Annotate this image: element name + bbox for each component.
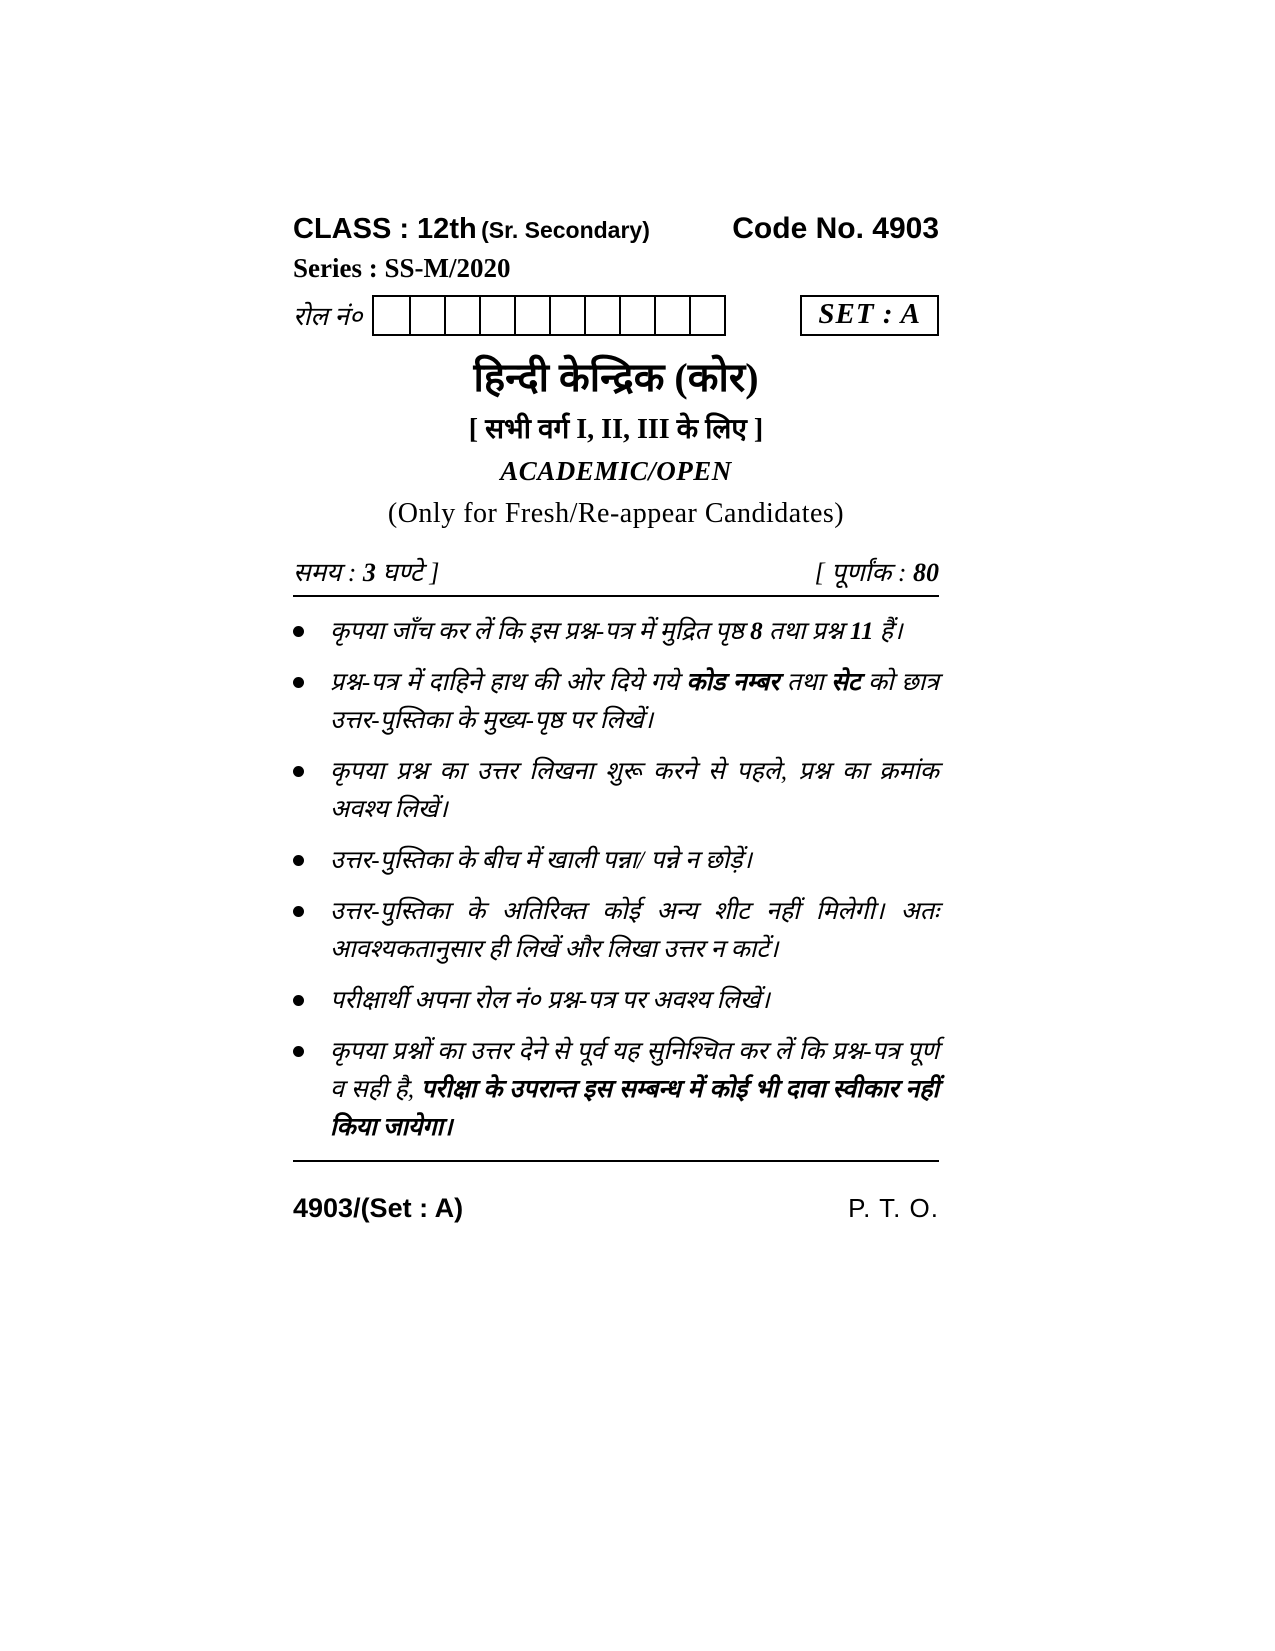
instruction-text [330, 982, 939, 1020]
instruction-item [293, 1033, 939, 1147]
roll-box-cell [374, 297, 409, 334]
bold-text-segment: 3 [362, 558, 376, 587]
instruction-item [293, 982, 939, 1020]
code-number: Code No. 4903 [732, 212, 939, 245]
text-segment: को छात्र उत्तर-पुस्तिका के मुख्य-पृष्ठ पर लिखें। [330, 669, 940, 734]
time-marks-row [293, 553, 939, 589]
instructions-list [293, 613, 939, 1147]
text-segment: हैं। [873, 618, 903, 645]
text-segment: परीक्षार्थी अपना रोल नं० प्रश्न-पत्र पर अवश्य लिखें। [330, 987, 770, 1014]
text-segment: घण्टे ] [375, 558, 440, 587]
bullet-dot [293, 766, 304, 777]
bold-text-segment: 80 [913, 558, 939, 587]
bullet-icon [293, 842, 330, 880]
text-segment: प्रश्न-पत्र में दाहिने हाथ की ओर दिये गये [330, 669, 687, 696]
roll-number-label: रोल नं० [293, 302, 363, 331]
candidates-note: (Only for Fresh/Re-appear Candidates) [387, 498, 845, 529]
bold-text-segment: 8 [750, 618, 763, 645]
roll-box-cell [549, 297, 584, 334]
instruction-item [293, 842, 939, 880]
header-divider [293, 595, 939, 597]
set-badge: SET : A [800, 295, 939, 336]
roll-number-boxes [372, 295, 726, 336]
instruction-text [330, 753, 939, 829]
instruction-item [293, 753, 939, 829]
roll-box-cell [584, 297, 619, 334]
time-allowed [293, 553, 440, 589]
bullet-dot [293, 626, 304, 637]
text-segment: उत्तर-पुस्तिका के अतिरिक्त कोई अन्य शीट नहीं मिलेगी। अतः आवश्यकतानुसार ही लिखें और लिखा उत्तर न काटें। [330, 898, 939, 963]
bullet-icon [293, 664, 330, 740]
text-segment: कृपया प्रश्न का उत्तर लिखना शुरू करने से पहले, प्रश्न का क्रमांक अवश्य लिखें। [330, 758, 939, 823]
text-segment: तथा [779, 669, 832, 696]
class-sublabel: (Sr. Secondary) [481, 217, 650, 243]
bullet-dot [293, 995, 304, 1006]
bold-text-segment: कोड नम्बर [686, 669, 780, 696]
bullet-icon [293, 1033, 330, 1147]
class-heading [293, 213, 650, 246]
instruction-text [330, 613, 939, 651]
stream-label: ACADEMIC/OPEN [500, 456, 732, 486]
text-segment: उत्तर-पुस्तिका के बीच में खाली पन्ना/ पन्ने न छोड़ें। [330, 847, 753, 874]
roll-box-cell [654, 297, 689, 334]
groups-subtitle: [ सभी वर्ग I, II, III के लिए ] [468, 414, 764, 445]
instruction-item [293, 893, 939, 969]
text-segment: तथा प्रश्न [762, 618, 850, 645]
bullet-dot [293, 677, 304, 688]
footer-row [293, 1193, 939, 1224]
paper-code: 4903/(Set : A) [293, 1193, 464, 1223]
roll-box-cell [409, 297, 444, 334]
bullet-dot [293, 906, 304, 917]
page-content [293, 212, 939, 1224]
text-segment: कृपया प्रश्नों का उत्तर देने से पूर्व यह सुनिश्चित कर लें कि प्रश्न-पत्र पूर्ण व सही है, [330, 1038, 939, 1103]
roll-box-cell [514, 297, 549, 334]
roll-box-cell [479, 297, 514, 334]
instruction-item [293, 664, 939, 740]
pto-label: P. T. O. [848, 1193, 939, 1223]
header-row-roll-set [293, 293, 939, 337]
text-segment: कृपया जाँच कर लें कि इस प्रश्न-पत्र में मुद्रित पृष्ठ [330, 618, 751, 645]
series-label: Series : SS-M/2020 [293, 253, 511, 283]
bullet-dot [293, 1046, 304, 1057]
instruction-text [330, 893, 939, 969]
bold-text-segment: 11 [849, 618, 874, 645]
bullet-icon [293, 982, 330, 1020]
roll-box-cell [689, 297, 724, 334]
text-segment: [ पूर्णांक : [814, 558, 913, 587]
bullet-icon [293, 893, 330, 969]
roll-box-cell [444, 297, 479, 334]
header-row-class-code [293, 212, 939, 246]
bullet-icon [293, 613, 330, 651]
roll-box-cell [619, 297, 654, 334]
instruction-text [330, 664, 939, 740]
page-title: हिन्दी केन्द्रिक (कोर) [473, 355, 759, 400]
bold-text-segment: सेट [831, 669, 861, 696]
maximum-marks [814, 553, 939, 589]
class-label: CLASS : 12th [293, 213, 477, 245]
text-segment: समय : [293, 558, 363, 587]
footer-divider [293, 1160, 939, 1162]
instruction-item [293, 613, 939, 651]
bullet-icon [293, 753, 330, 829]
instruction-text [330, 1033, 939, 1147]
instruction-text [330, 842, 939, 880]
bold-text-segment: परीक्षा के उपरान्त इस सम्बन्ध में कोई भी दावा स्वीकार नहीं किया जायेगा। [330, 1076, 939, 1141]
bullet-dot [293, 855, 304, 866]
